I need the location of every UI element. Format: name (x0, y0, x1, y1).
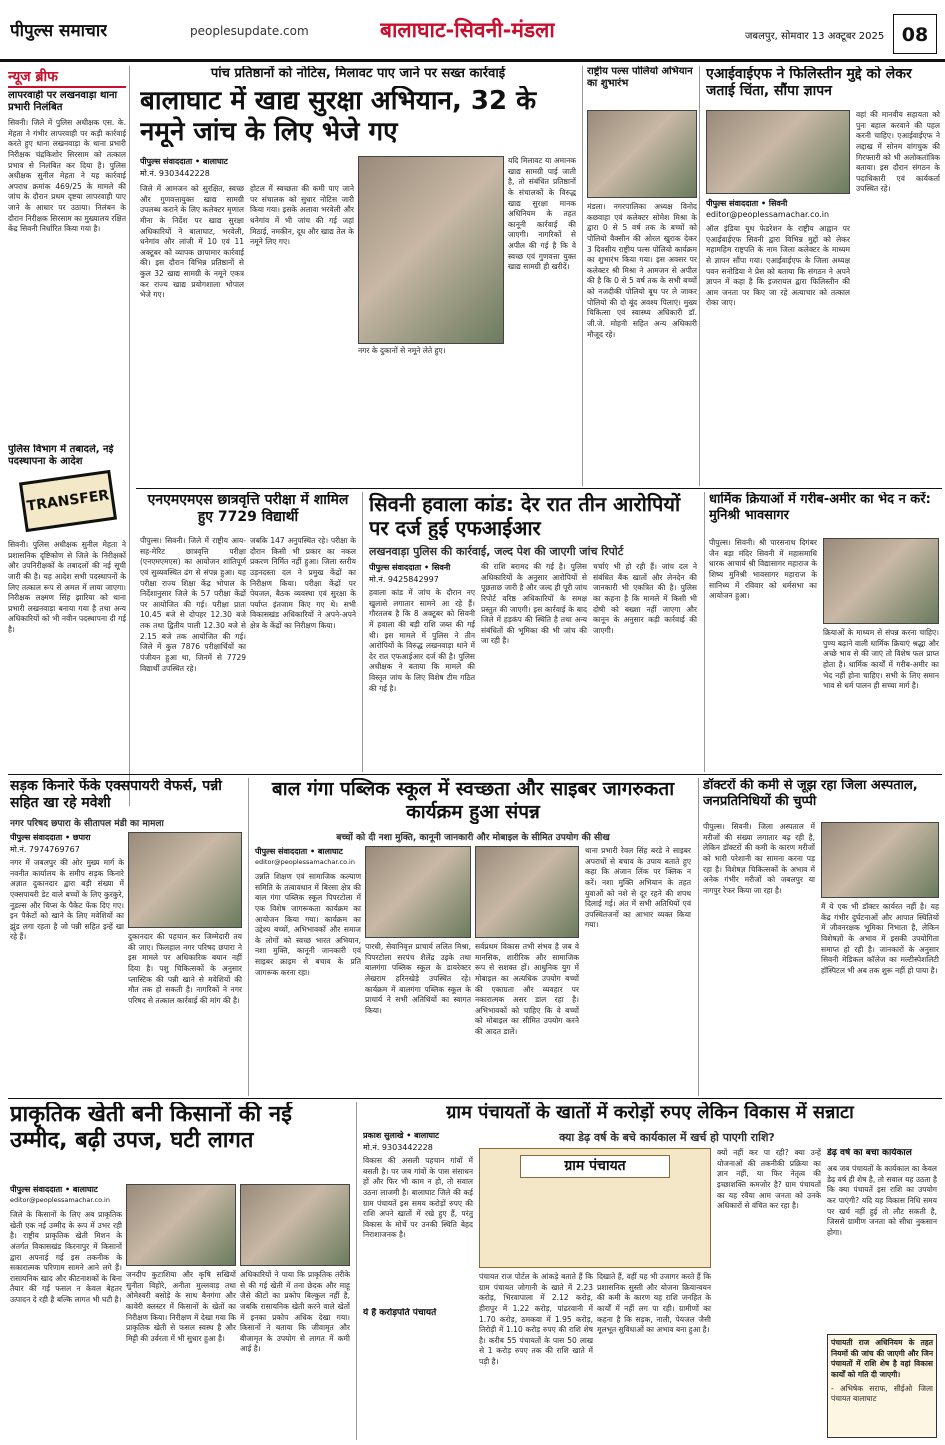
brief-text-1: सिवनी। जिले में पुलिस अधीक्षक एस. के. मेहता ने गंभीर लापरवाही पर कड़ी कार्रवाई करते हुए थाना लखनवाड़ा के थाना प्रभारी निरीक्षक चंद्रकिशोर सिरसाम को तत्काल प्रभाव से निलंबित कर दिया है। पुलिस अधीक्षक सुनील मेहता ने यह कार्रवाई अपराध क्रमांक 469/25 के मामले की जांच के दौरान प्रथम दृष्टया लापरवाही पाए जाने के आधार पर उठाया। निलंबन के दौरान निरीक्षक सिरसाम का मुख्यालय रक्षित केंद्र सिवनी निर्धारित किया गया है। (8, 118, 126, 234)
farming-photo-2 (240, 1184, 350, 1266)
wafers-mobile: मो.नं. 7974769767 (10, 845, 80, 854)
lead-photo (358, 156, 504, 344)
gram-mobile: मो.नं. 9303442228 (363, 1143, 433, 1152)
doctors-headline: डॉक्टरों की कमी से जूझ रहा जिला अस्पताल, जनप्रतिनिधियों की चुप्पी (703, 778, 918, 809)
lead-text-3: यदि मिलावट या अमानक खाद्य सामग्री पाई जाती है, तो संबंधित प्रतिष्ठानों के संचालकों के विरुद्ध खाद्य सुरक्षा मानक अधिनियम के तहत कानूनी कार्रवाई की जाएगी। नागरिकों से अपील की गई है कि वे स्वच्छ एवं गुणवत्ता युक्त खाद्य सामग्री ही खरीदें। (508, 156, 576, 272)
balganga-byline: पीपुल्स संवाददाता • बालाघाट (255, 847, 343, 856)
polio-story (582, 66, 700, 486)
farming-byline: पीपुल्स संवाददाता • बालाघाट (10, 1185, 98, 1194)
gram-quote-box (827, 1334, 937, 1438)
gram-text-2: पंचायत राज पोर्टल के आंकड़े बताते हैं कि ग्राम पंचायत जोगानी के खाते में 2.23 करोड़, भिरवापाला में 2.12 करोड़, हीरापुर में 1.22 करोड़, पांढरवानी में 1.70 करोड़, ठमकवा में 1.95 करोड़, तिरोड़ी में 1.10 करोड़ रुपए की राशि शेष है। करीब 55 पंचायतों के पास 50 लाख से 1 करोड़ रुपए तक की राशि खाते में पड़ी है। (479, 1272, 593, 1367)
hawala-text-2: की राशि बरामद की गई है। पुलिस अधिकारियों के अनुसार आरोपियों से पूछताछ जारी है और जल्द ही पूरी जांच रिपोर्ट वरिष्ठ अधिकारियों के समक्ष प्रस्तुत की जाएगी। इस कार्रवाई के बाद जिले में हड़कंप की स्थिति है तथा अन्य संबंधितों की भूमिका की भी जांच की जा रही है। (481, 562, 587, 646)
farming-text-2: जनदीप कुटाशिया और कृषि सखियों सुनीता विहोरे, अनीता मुल्लवाड़ तथा ओमेश्वरी बसोड़े के साथ बैनगंगा और कावेरी क्लस्टर में किसानों के खेतों का निरीक्षण किया। निरीक्षण में देखा गया कि प्राकृतिक खेती से फसल स्वस्थ है और मिट्टी की उर्वरता में भी सुधार हुआ है। (126, 1270, 236, 1343)
hawala-byline: पीपुल्स संवाददाता • सिवनी (369, 563, 451, 572)
polio-headline: राष्ट्रीय पल्स पोलियो अभियान का शुभारंभ (587, 66, 693, 89)
wafers-photo (128, 832, 242, 928)
doctors-photo (821, 822, 939, 898)
balganga-story (248, 778, 694, 1096)
hawala-text-3: चर्चाएं भी हो रही हैं। जांच दल ने संबंधित बैंक खातों और लेनदेन की जानकारी भी एकत्रित की है। पुलिस का कहना है कि मामले में किसी भी दोषी को बख्शा नहीं जाएगा और कानून के अनुसार कड़ी कार्रवाई की जाएगी। (593, 562, 697, 635)
gram-panel-label: ग्राम पंचायत (520, 1155, 670, 1178)
lead-headline: बालाघाट में खाद्य सुरक्षा अभियान, 32 के नमूने जांच के लिए भेजे गए (140, 86, 537, 147)
news-brief-tag: न्यूज ब्रीफ (8, 69, 58, 85)
hawala-mobile: मो.नं. 9425842997 (369, 575, 439, 584)
hawala-story (362, 492, 700, 772)
nmms-text-2: जबकि 147 अनुपस्थित रहे। परीक्षा के दौरान किसी भी प्रकार का नकल प्रकरण निर्मित नहीं हुआ। जिला स्तरीय उड़नदस्ता दल ने प्रमुख केंद्रों का निरीक्षण किया। परीक्षा केंद्रों पर पेयजल, बैठक व्यवस्था एवं सुरक्षा के पर्याप्त इंतजाम किए गए थे। सभी विकासखंड अधिकारियों ने अपने-अपने क्षेत्र के केंद्रों का निरीक्षण किया। (250, 536, 356, 631)
aiyf-story (704, 66, 940, 486)
lead-photo-caption: नगर के दुकानों से नमूने लेते हुए। (358, 346, 446, 355)
muni-photo (823, 538, 939, 624)
brief-headline-1: लापरवाही पर लखनवाड़ा थाना प्रभारी निलंबित (8, 90, 118, 113)
brief-text-2: सिवनी। पुलिस अधीक्षक सुनील मेहता ने प्रशासनिक दृष्टिकोण से जिले के निरीक्षकों और उपनिरीक्षकों के तबादलों की नई सूची जारी की है। यह आदेश सभी पदस्थापनों के लिए तत्काल रूप से अमल में लाया जाएगा। निरीक्षक लक्ष्मण सिंह झारिया को थाना प्रभारी लखनवाड़ा बनाया गया है तथा अन्य अधिकारियों को भी नवीन पदस्थापना दी गई है। (8, 540, 126, 635)
gram-box-heading: डेढ़ वर्ष का बचा कार्यकाल (827, 1148, 912, 1158)
lead-text-1: जिले में आमजन को सुरक्षित, स्वच्छ और गुणवत्तायुक्त खाद्य सामग्री उपलब्ध कराने के लिए कलेक्टर मृणाल मीना के निर्देश पर खाद्य सुरक्षा अधिकारियों ने बालाघाट, भरवेली, धनेगांव और लांजी में 10 एवं 11 अक्टूबर को व्यापक छापामार कार्रवाई की। इस दौरान विभिन्न प्रतिष्ठानों से कुल 32 खाद्य सामग्री के नमूने एकत्र कर राज्य खाद्य प्रयोगशाला भोपाल भेजे गए। (140, 184, 244, 300)
aiyf-email: editor@peoplessamachar.co.in (706, 210, 830, 219)
gram-subheadline: क्या डेढ़ वर्ष के बचे कार्यकाल में खर्च हो पाएगी राशि? (559, 1131, 775, 1144)
gram-quote-text: पंचायती राज अधिनियम के तहत नियमों की जांच की जाएगी और जिन पंचायतों में राशि शेष है वहां विकास कार्यों को गति दी जाएगी। (831, 1338, 933, 1379)
muni-text-2: क्रियाओं के माध्यम से संपन्न करना चाहिए। पुण्य बढ़ाने वाली धार्मिक क्रियाएं श्रद्धा और अच्छे भाव से की जाएं तो विशेष फल प्राप्त होता है। धार्मिक कार्यों में गरीब-अमीर का भेद नहीं होना चाहिए। सभी के लिए समान भाव से धर्म पालन ही सच्चा मार्ग है। (823, 628, 939, 691)
page-number: 08 (893, 14, 937, 54)
hawala-headline: सिवनी हवाला कांड: देर रात तीन आरोपियों पर दर्ज हुई एफआईआर (369, 492, 681, 540)
transfer-stamp-text: TRANSFER (25, 487, 111, 515)
lead-kicker: पांच प्रतिष्ठानों को नोटिस, मिलावट पाए जाने पर सख्त कार्रवाई (210, 66, 506, 81)
gram-text-3: दिखाते हैं, वहीं यह भी उजागर करते हैं कि प्रशासनिक सुस्ती और योजना क्रियान्वयन की कमी के कारण यह राशि जनहित के कार्यों में नहीं लग पा रही। ग्रामीणों का कहना है कि सड़क, नाली, पेयजल जैसी मूलभूत सुविधाओं का अभाव बना हुआ है। (597, 1272, 711, 1335)
news-brief-column (8, 66, 130, 806)
balganga-subheadline: बच्चों को दी नशा मुक्ति, कानूनी जानकारी और मोबाइल के सीमित उपयोग की सीख (336, 833, 610, 843)
hawala-text-1: हवाला कांड में जांच के दौरान नए खुलासे लगातार सामने आ रहे हैं। गौरतलब है कि 8 अक्टूबर को सिवनी में हवाला की बड़ी राशि जब्त की गई थी। इस मामले में पुलिस ने तीन आरोपियों के विरुद्ध लखनवाड़ा थाने में देर रात एफआईआर दर्ज की है। पुलिस अधीक्षक ने बताया कि मामले की विस्तृत जांच के लिए विशेष टीम गठित की गई है। (369, 588, 475, 693)
farming-text-3: अधिकारियों ने पाया कि प्राकृतिक तरीके से की गई खेती में तना छेदक और माहू जैसे कीटों का प्रकोप बिल्कुल नहीं है, जबकि रासायनिक खेती करने वाले खेतों में इनका प्रकोप अधिक देखा गया। किसानों ने बताया कि जीवामृत और बीजामृत के उपयोग से लागत में कमी आई है। (240, 1270, 350, 1354)
hawala-subheadline: लखनवाड़ा पुलिस की कार्रवाई, जल्द पेश की जाएगी जांच रिपोर्ट (369, 545, 624, 558)
aiyf-byline: पीपुल्स संवाददाता • सिवनी (706, 199, 788, 208)
balganga-text-3: सर्वप्रथम विकास तभी संभव है जब वे मानसिक, शारीरिक और सामाजिक रूप से सशक्त हों। आधुनिक युग में मोबाइल का अत्यधिक उपयोग बच्चों की एकाग्रता और व्यवहार पर नकारात्मक असर डाल रहा है। अभिभावकों को चाहिए कि वे बच्चों को मोबाइल का सीमित उपयोग करने की आदत डालें। (475, 942, 579, 1037)
wafers-story (8, 778, 244, 1096)
wafers-text-2: दुकानदार की पहचान कर जिम्मेदारी तय की जाए। फिलहाल नगर परिषद छपारा ने इस मामले पर अधिकारिक बयान नहीं दिया है। पशु चिकित्सकों के अनुसार प्लास्टिक की पन्नी खाने से मवेशियों की मौत तक हो सकती है। नागरिकों ने नगर परिषद से तत्काल कार्रवाई की मांग की है। (128, 932, 242, 1005)
doctors-text-2: मैं ये एक भी डॉक्टर कार्यरत नहीं है। यह केंद्र गंभीर दुर्घटनाओं और आपात स्थितियों में जीवनरक्षक भूमिका निभाता है, लेकिन विशेषज्ञों के अभाव में इसकी उपयोगिता समाप्त हो रही है। जानकारों के अनुसार सिवनी मेडिकल कॉलेज का मल्टीस्पेशलिटी हॉस्पिटल भी अब तक शुरू नहीं हो पाया है। (821, 902, 939, 975)
farming-headline: प्राकृतिक खेती बनी किसानों की नई उम्मीद, बढ़ी उपज, घटी लागत (10, 1102, 292, 1154)
balganga-photo-2 (475, 846, 579, 938)
muni-story (704, 492, 940, 772)
muni-headline: धार्मिक क्रियाओं में गरीब-अमीर का भेद न करें: मुनिश्री भावसागर (709, 492, 931, 523)
farming-text-1: जिले के किसानों के लिए अब प्राकृतिक खेती एक नई उम्मीद के रूप में उभर रही है। राष्ट्रीय प्राकृतिक खेती मिशन के अंतर्गत विकासखंड किरनापुर में किसानों द्वारा अपनाई गई इस तकनीक के सकारात्मक परिणाम सामने आने लगे हैं। रासायनिक खाद और कीटनाशकों के बिना तैयार की गई फसल न केवल बेहतर उत्पादन दे रही है बल्कि लागत भी घटी है। (10, 1210, 122, 1305)
doctors-story (698, 778, 940, 1096)
farming-email: editor@peoplessamachar.co.in (10, 1196, 110, 1204)
issue-date: जबलपुर, सोमवार 13 अक्टूबर 2025 (745, 31, 885, 42)
brief-headline-2: पुलिस विभाग में तबादले, नई पदस्थापना के आदेश (8, 444, 114, 467)
lead-story (136, 66, 578, 486)
balganga-text-4: थाना प्रभारी रेवल सिंह बरडे ने साइबर अपराधों से बचाव के उपाय बताते हुए कहा कि अंजान लिंक पर क्लिक न करें। नशा मुक्ति अभियान के तहत युवाओं को नशे से दूर रहने की शपथ दिलाई गई। अंत में सभी अतिथियों एवं उपस्थितजनों का आभार व्यक्त किया गया। (585, 846, 691, 930)
gram-panchayat-illustration (479, 1148, 711, 1268)
polio-photo (587, 110, 697, 198)
gram-story (356, 1102, 940, 1440)
gram-quote-attribution: - अभिषेक सराफ, सीईओ जिला पंचायत बालाघाट (831, 1383, 933, 1404)
gram-text-1: विकास की असली पहचान गांवों में बसती है। पर जब गांवों के पास संसाधन हों और फिर भी काम न हो, तो सवाल उठना लाजमी है। बालाघाट जिले की कई ग्राम पंचायतें इस समय करोड़ों रुपए की राशि अपने खातों में रखे हुए हैं, परंतु विकास के मोर्चे पर उनकी स्थिति बेहद निराशाजनक है। (363, 1156, 473, 1240)
aiyf-photo (706, 110, 850, 194)
aiyf-headline: एआईवाईएफ ने फिलिस्तीन मुद्दे को लेकर जताई चिंता, सौंपा ज्ञापन (706, 66, 912, 99)
wafers-text-1: नगर में जबलपुर की ओर मुख्य मार्ग के नवनीत कार्यालय के समीप सड़क किनारे अज्ञात दुकानदार द्वारा बड़ी संख्या में एक्सपायरी डेट वाले बच्चों के लिए कुरकुरे, नूडल्स और चिप्स के पैकेट फेंक दिए गए। इन पैकेटों को खाने के लिए मवेशियों का झुंड लगा रहता है जो पन्नी सहित इन्हें खा रहे हैं। (10, 858, 124, 942)
lead-text-2: होटल में स्वच्छता की कमी पाए जाने पर संचालक को सुधार नोटिस जारी किया गया। इसके अलावा भरवेली और धनेगांव में भी जांच की गई जहां मिठाई, नमकीन, दूध और खाद्य तेल के नमूने लिए गए। (250, 184, 354, 247)
transfer-stamp (19, 470, 117, 532)
balganga-text-2: पारधी, सेवानिवृत्त प्राचार्य ललित मिश्रा, पिपरटोला सरपंच शैलेंद्र उइके तथा बालगंगा पब्लिक स्कूल के डायरेक्टर लेखराम हरिनखेड़े उपस्थित रहे। कार्यक्रम में बालगंगा पब्लिक स्कूल के प्राचार्य ने सभी अतिथियों का स्वागत किया। (365, 942, 471, 1015)
lead-mobile: मो.नं. 9303442228 (140, 169, 210, 178)
aiyf-text-1: ऑल इंडिया यूथ फेडरेशन के राष्ट्रीय आह्वान पर एआईवाईएफ सिवनी द्वारा विभिन्न मुद्दों को लेकर महामहिम राष्ट्रपति के नाम जिला कलेक्टर के माध्यम से ज्ञापन सौंपा गया। एआईवाईएफ के जिला अध्यक्ष पवन सनोडिया ने प्रेस को बताया कि संगठन ने अपने ज्ञापन में कहा है कि इजरायल द्वारा फिलिस्तीन की आम जनता पर किए जा रहे अत्याचार को तत्काल रोका जाए। (706, 224, 850, 308)
gram-subhead-2: ये हैं करोड़पति पंचायतें (363, 1308, 437, 1318)
nmms-headline: एनएमएमएस छात्रवृत्ति परीक्षा में शामिल हुए 7729 विद्यार्थी (147, 492, 349, 525)
farming-story (8, 1102, 352, 1440)
wafers-byline: पीपुल्स संवाददाता • छपारा (10, 833, 91, 842)
masthead (0, 0, 945, 62)
gram-box-text: अब जब पंचायतों के कार्यकाल का केवल डेढ़ वर्ष ही शेष है, तो सवाल यह उठता है कि क्या पंचायतें इस राशि का उपयोग कर पाएंगी? यदि यह विकास निधि समय पर खर्च नहीं हुई तो लौट सकती है, जिससे ग्रामीण जनता को सीधा नुकसान होगा। (827, 1164, 937, 1237)
balganga-email: editor@peoplessamachar.co.in (255, 858, 355, 866)
wafers-headline: सड़क किनारे फेंके एक्सपायरी वेफर्स, पन्नी सहित खा रहे मवेशी (10, 778, 222, 811)
gram-text-4: क्यों नहीं कर पा रही? क्या उन्हें योजनाओं की तकनीकी प्रक्रिया का ज्ञान नहीं, या फिर नेतृत्व की इच्छाशक्ति कमजोर है? ग्राम पंचायतों का यह रवैया आम जनता को उनके अधिकारों से वंचित कर रहा है। (717, 1148, 821, 1211)
gram-byline: प्रकाश सुलाखे • बालाघाट (363, 1131, 440, 1140)
farming-photo-1 (126, 1184, 236, 1266)
balganga-text-1: उन्नति शिक्षण एवं सामाजिक कल्याण समिति के तत्वावधान में बिरसा क्षेत्र की बाल गंगा पब्लिक स्कूल पिपरटोला में एक विशेष जागरूकता कार्यक्रम का आयोजन किया गया। कार्यक्रम का उद्देश्य बच्चों, अभिभावकों और समाज के लोगों को स्वच्छ भारत अभियान, नशा मुक्ति, कानूनी जानकारी एवं साइबर क्राइम से बचाव के प्रति जागरूक करना रहा। (255, 872, 361, 977)
balganga-headline: बाल गंगा पब्लिक स्कूल में स्वच्छता और साइबर जागरुकता कार्यक्रम हुआ संपन्न (271, 778, 675, 823)
lead-byline: पीपुल्स संवाददाता • बालाघाट (140, 157, 228, 166)
section-title: बालाघाट-सिवनी-मंडला (380, 18, 555, 42)
nmms-story (136, 492, 360, 772)
gram-headline: ग्राम पंचायतों के खातों में करोड़ों रुपए लेकिन विकास में सन्नाटा (446, 1102, 854, 1123)
newspaper-logo: पीपुल्स समाचार (10, 21, 108, 41)
wafers-subheadline: नगर परिषद छपारा के सीतापल मंडी का मामला (10, 819, 164, 829)
doctors-text-1: पीपुल्स। सिवनी। जिला अस्पताल में मरीजों की संख्या लगातार बढ़ रही है, लेकिन डॉक्टरों की कमी के कारण मरीजों को भारी परेशानी का सामना करना पड़ रहा है। विशेषज्ञ चिकित्सकों के अभाव में अनेक गंभीर मरीजों को जबलपुर या नागपुर रेफर किया जा रहा है। (703, 822, 815, 895)
nmms-text-1: पीपुल्स। सिवनी। जिले में राष्ट्रीय आय-सह-मेरिट छात्रवृत्ति परीक्षा (एनएमएमएस) का आयोजन शांतिपूर्ण एवं सुव्यवस्थित ढंग से संपन्न हुआ। यह परीक्षा राज्य शिक्षा केंद्र भोपाल के निर्देशानुसार जिले के 57 परीक्षा केंद्रों पर आयोजित की गई। परीक्षा प्रातः 10.45 बजे से दोपहर 12.30 बजे तक तथा द्वितीय पाली 12.30 बजे से 2.15 बजे तक आयोजित की गई। जिले में कुल 7876 परीक्षार्थियों का पंजीयन हुआ था, जिनमें से 7729 विद्यार्थी उपस्थित रहे। (140, 536, 246, 673)
aiyf-text-2: वहां की मानवीय सहायता को पुनः बहाल करवाने की पहल करनी चाहिए। एआईवाईएफ ने लद्दाख में सोनम वांगचुक की गिरफ्तारी को भी अलोकतांत्रिक बताया। इस दौरान संगठन के पदाधिकारी एवं कार्यकर्ता उपस्थित रहे। (856, 110, 940, 194)
polio-text: मंडला। नगरपालिका अध्यक्ष विनोद कछवाहा एवं कलेक्टर सोमेश मिश्रा के द्वारा 0 से 5 वर्ष तक के बच्चों को पोलियो वैक्सीन की ओरल खुराक देकर 3 दिवसीय राष्ट्रीय पल्स पोलियो कार्यक्रम का शुभारंभ किया गया। इस अवसर पर कलेक्टर श्री मिश्रा ने आमजन से अपील की है कि 0 से 5 वर्ष तक के सभी बच्चों को नजदीकी पोलियो बूथ पर ले जाकर पोलियो की दो बूंद अवश्य पिलाएं। मुख्य चिकित्सा एवं स्वास्थ्य अधिकारी डॉ. जी.जे. मोहनी सहित अन्य अधिकारी मौजूद रहे। (587, 202, 697, 339)
website-link[interactable]: peoplesupdate.com (190, 24, 309, 38)
balganga-photo-1 (365, 846, 471, 938)
muni-text-1: पीपुल्स। सिवनी। श्री पारसनाथ दिगंबर जैन बड़ा मंदिर सिवनी में महासमाधि धारक आचार्य श्री विद्यासागर महाराज के शिष्य मुनिश्री भावसागर महाराज के सानिध्य में रविवार को धर्मसभा का आयोजन हुआ। (709, 538, 817, 601)
